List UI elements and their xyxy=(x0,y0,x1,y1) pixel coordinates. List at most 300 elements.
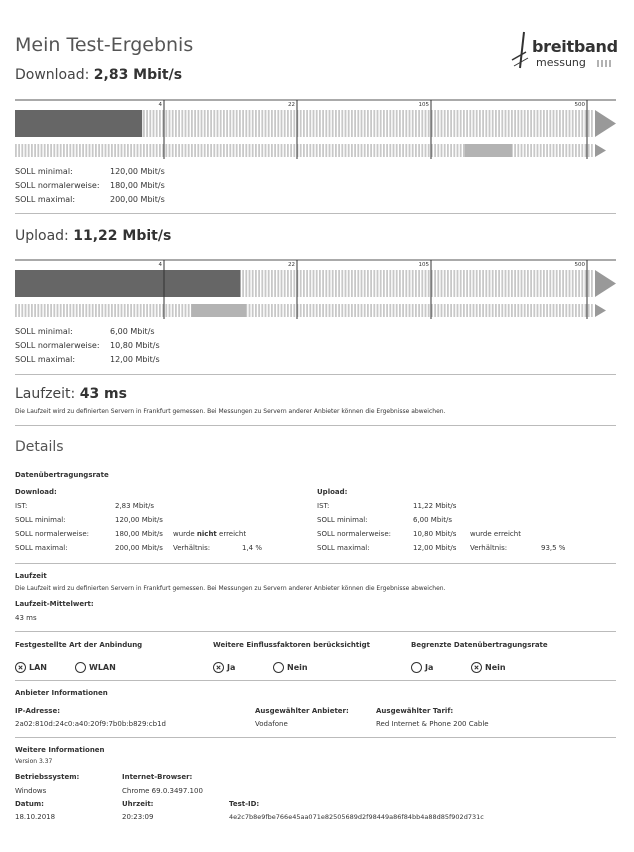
gauge-hatch xyxy=(540,144,542,157)
gauge-hatch xyxy=(425,110,427,137)
upload-title xyxy=(15,228,171,244)
gauge-hatch xyxy=(361,270,363,297)
gauge-hatch xyxy=(453,144,455,157)
gauge-hatch xyxy=(53,304,55,317)
gauge-hatch xyxy=(28,144,30,157)
latency-label: Laufzeit: xyxy=(15,386,80,402)
detail-upload-heading: Upload: xyxy=(317,488,348,496)
gauge-hatch xyxy=(137,304,139,317)
os-label: Betriebssystem: xyxy=(15,773,80,781)
gauge-hatch xyxy=(265,144,267,157)
gauge-hatch xyxy=(469,304,471,317)
gauge-hatch xyxy=(466,304,468,317)
testid-label: Test-ID: xyxy=(229,800,260,808)
gauge-hatch xyxy=(82,304,84,317)
detail-upload-normal-value: 10,80 Mbit/s xyxy=(413,530,457,538)
gauge-hatch xyxy=(450,110,452,137)
gauge-hatch xyxy=(399,270,401,297)
gauge-hatch xyxy=(479,110,481,137)
gauge-hatch xyxy=(508,270,510,297)
gauge-hatch xyxy=(277,144,279,157)
gauge-hatch xyxy=(105,304,107,317)
radio-label: Nein xyxy=(287,663,308,672)
gauge-hatch xyxy=(79,304,81,317)
download-soll-normal-label: SOLL normalerweise: xyxy=(15,181,100,190)
gauge-hatch xyxy=(169,304,171,317)
gauge-hatch xyxy=(485,270,487,297)
divider xyxy=(15,737,616,738)
gauge-hatch xyxy=(338,270,340,297)
gauge-hatch xyxy=(338,144,340,157)
gauge-hatch xyxy=(345,270,347,297)
gauge-hatch xyxy=(393,304,395,317)
gauge-hatch xyxy=(194,110,196,137)
gauge-hatch xyxy=(444,110,446,137)
gauge-hatch xyxy=(383,304,385,317)
gauge-hatch xyxy=(501,270,503,297)
gauge-hatch xyxy=(373,110,375,137)
gauge-hatch xyxy=(530,270,532,297)
gauge-hatch xyxy=(444,270,446,297)
gauge-hatch xyxy=(105,144,107,157)
gauge-hatch xyxy=(559,270,561,297)
gauge-hatch xyxy=(332,144,334,157)
gauge-hatch xyxy=(537,110,539,137)
gauge-hatch xyxy=(309,110,311,137)
gauge-hatch xyxy=(329,144,331,157)
gauge-hatch xyxy=(489,270,491,297)
gauge-hatch xyxy=(95,144,97,157)
gauge-hatch xyxy=(306,110,308,137)
gauge-hatch xyxy=(322,110,324,137)
detail-download-heading: Download: xyxy=(15,488,57,496)
gauge-hatch xyxy=(447,110,449,137)
gauge-hatch xyxy=(175,144,177,157)
gauge-hatch xyxy=(329,110,331,137)
detail-upload-max-label: SOLL maximal: xyxy=(317,544,370,552)
gauge-hatch xyxy=(588,144,590,157)
gauge-hatch xyxy=(159,110,161,137)
browser-label: Internet-Browser: xyxy=(122,773,193,781)
gauge-hatch xyxy=(114,144,116,157)
detail-download-ist-label: IST: xyxy=(15,502,28,510)
gauge-hatch xyxy=(98,144,100,157)
gauge-hatch xyxy=(207,144,209,157)
gauge-hatch xyxy=(428,110,430,137)
gauge-hatch xyxy=(409,270,411,297)
time-label: Uhrzeit: xyxy=(122,800,154,808)
gauge-soll-bar xyxy=(191,304,246,317)
gauge-hatch xyxy=(76,144,78,157)
status-emphasis: nicht xyxy=(196,530,217,538)
gauge-hatch xyxy=(418,110,420,137)
gauge-hatch xyxy=(565,270,567,297)
gauge-hatch xyxy=(197,144,199,157)
latency-title xyxy=(15,386,127,402)
gauge-hatch xyxy=(309,304,311,317)
gauge-hatch xyxy=(303,270,305,297)
gauge-hatch xyxy=(140,304,142,317)
gauge-hatch xyxy=(553,144,555,157)
divider xyxy=(15,425,616,426)
gauge-hatch xyxy=(229,110,231,137)
gauge-hatch xyxy=(553,110,555,137)
radio-label: WLAN xyxy=(89,663,116,672)
gauge-hatch xyxy=(357,110,359,137)
gauge-hatch xyxy=(143,304,145,317)
gauge-hatch xyxy=(457,304,459,317)
gauge-hatch xyxy=(287,304,289,317)
gauge-hatch xyxy=(265,110,267,137)
radio-checked-icon[interactable] xyxy=(15,662,26,673)
gauge-hatch xyxy=(514,270,516,297)
gauge-hatch xyxy=(370,270,372,297)
gauge-hatch xyxy=(271,304,273,317)
gauge-hatch xyxy=(50,304,52,317)
gauge-hatch xyxy=(220,110,222,137)
gauge-hatch xyxy=(514,110,516,137)
gauge-hatch xyxy=(578,270,580,297)
gauge-hatch xyxy=(562,270,564,297)
upload-soll-normal-label: SOLL normalerweise: xyxy=(15,341,100,350)
gauge-hatch xyxy=(399,304,401,317)
gauge-hatch xyxy=(101,304,103,317)
gauge-hatch xyxy=(373,270,375,297)
gauge-hatch xyxy=(149,304,151,317)
gauge-hatch xyxy=(441,270,443,297)
provider-label: Ausgewählter Anbieter: xyxy=(255,707,349,715)
gauge-hatch xyxy=(239,144,241,157)
gauge-hatch xyxy=(188,110,190,137)
gauge-hatch xyxy=(223,110,225,137)
gauge-hatch xyxy=(460,110,462,137)
gauge-hatch xyxy=(335,270,337,297)
gauge-hatch xyxy=(386,270,388,297)
gauge-hatch xyxy=(271,144,273,157)
gauge-hatch xyxy=(521,270,523,297)
gauge-hatch xyxy=(569,304,571,317)
gauge-hatch xyxy=(357,270,359,297)
gauge-hatch xyxy=(204,144,206,157)
gauge-tick-label: 105 xyxy=(418,102,429,108)
gauge-hatch xyxy=(57,304,59,317)
limited-option-nein[interactable] xyxy=(471,657,506,676)
gauge-hatch xyxy=(268,144,270,157)
gauge-hatch xyxy=(588,110,590,137)
gauge-hatch xyxy=(207,110,209,137)
gauge-hatch xyxy=(543,110,545,137)
gauge-hatch xyxy=(543,144,545,157)
gauge-hatch xyxy=(364,144,366,157)
gauge-hatch xyxy=(188,304,190,317)
gauge-hatch xyxy=(236,110,238,137)
gauge-hatch xyxy=(585,144,587,157)
logo-text-top: breitband xyxy=(532,37,618,56)
gauge-hatch xyxy=(313,270,315,297)
connection-option-lan[interactable] xyxy=(15,657,47,676)
gauge-hatch xyxy=(69,304,71,317)
gauge-hatch xyxy=(319,144,321,157)
gauge-hatch xyxy=(47,144,49,157)
gauge-hatch xyxy=(313,144,315,157)
gauge-hatch xyxy=(178,304,180,317)
gauge-hatch xyxy=(540,304,542,317)
gauge-hatch xyxy=(533,270,535,297)
gauge-hatch xyxy=(450,270,452,297)
gauge-hatch xyxy=(277,110,279,137)
radio-unchecked-icon[interactable] xyxy=(75,662,86,673)
radio-label: Ja xyxy=(425,663,434,672)
gauge-hatch xyxy=(441,110,443,137)
divider xyxy=(15,213,616,214)
gauge-hatch xyxy=(556,270,558,297)
detail-upload-min-value: 6,00 Mbit/s xyxy=(413,516,452,524)
gauge-hatch xyxy=(373,304,375,317)
ip-label: IP-Adresse: xyxy=(15,707,61,715)
connection-option-wlan[interactable] xyxy=(75,657,116,676)
gauge-hatch xyxy=(341,270,343,297)
gauge-hatch xyxy=(562,144,564,157)
gauge-hatch xyxy=(332,304,334,317)
gauge-hatch xyxy=(402,270,404,297)
gauge-hatch xyxy=(437,144,439,157)
radio-unchecked-icon[interactable] xyxy=(411,662,422,673)
gauge-hatch xyxy=(143,144,145,157)
gauge-ist-bar xyxy=(15,110,142,137)
gauge-hatch xyxy=(370,144,372,157)
gauge-hatch xyxy=(389,144,391,157)
gauge-hatch xyxy=(466,270,468,297)
gauge-hatch xyxy=(354,110,356,137)
gauge-hatch xyxy=(114,304,116,317)
gauge-hatch xyxy=(169,144,171,157)
gauge-hatch xyxy=(521,110,523,137)
gauge-hatch xyxy=(412,270,414,297)
gauge-hatch xyxy=(546,304,548,317)
gauge-hatch xyxy=(63,304,65,317)
gauge-hatch xyxy=(514,144,516,157)
gauge-hatch xyxy=(469,110,471,137)
gauge-hatch xyxy=(111,304,113,317)
gauge-hatch xyxy=(185,110,187,137)
gauge-hatch xyxy=(258,110,260,137)
gauge-hatch xyxy=(175,304,177,317)
gauge-hatch xyxy=(268,304,270,317)
gauge-hatch xyxy=(511,270,513,297)
gauge-hatch xyxy=(303,110,305,137)
gauge-hatch xyxy=(588,304,590,317)
gauge-hatch xyxy=(517,270,519,297)
gauge-hatch xyxy=(377,110,379,137)
gauge-hatch xyxy=(316,270,318,297)
gauge-arrow-icon xyxy=(595,110,616,137)
factors-option-ja[interactable] xyxy=(213,657,235,676)
gauge-hatch xyxy=(498,110,500,137)
gauge-hatch xyxy=(405,110,407,137)
gauge-hatch xyxy=(124,304,126,317)
gauge-hatch xyxy=(44,304,46,317)
gauge-hatch xyxy=(201,144,203,157)
gauge-hatch xyxy=(233,110,235,137)
gauge-hatch xyxy=(533,110,535,137)
gauge-hatch xyxy=(409,144,411,157)
gauge-hatch xyxy=(437,304,439,317)
gauge-hatch xyxy=(409,110,411,137)
gauge-hatch xyxy=(437,110,439,137)
gauge-hatch xyxy=(229,144,231,157)
gauge-tick-label: 4 xyxy=(158,262,162,268)
gauge-hatch xyxy=(188,144,190,157)
gauge-hatch xyxy=(31,304,33,317)
gauge-hatch xyxy=(338,304,340,317)
gauge-hatch xyxy=(581,110,583,137)
gauge-hatch xyxy=(255,110,257,137)
upload-soll-normal-value: 10,80 Mbit/s xyxy=(110,341,160,350)
gauge-hatch xyxy=(252,270,254,297)
gauge-hatch xyxy=(175,110,177,137)
gauge-hatch xyxy=(239,110,241,137)
gauge-hatch xyxy=(537,304,539,317)
gauge-hatch xyxy=(293,270,295,297)
gauge-hatch xyxy=(274,304,276,317)
limited-option-ja[interactable] xyxy=(411,657,433,676)
gauge-hatch xyxy=(418,270,420,297)
gauge-hatch xyxy=(402,304,404,317)
radio-checked-icon[interactable] xyxy=(471,662,482,673)
gauge-hatch xyxy=(98,304,100,317)
gauge-hatch xyxy=(485,110,487,137)
gauge-hatch xyxy=(127,304,129,317)
gauge-hatch xyxy=(457,270,459,297)
gauge-hatch xyxy=(396,270,398,297)
gauge-hatch xyxy=(306,270,308,297)
gauge-hatch xyxy=(556,304,558,317)
gauge-hatch xyxy=(492,110,494,137)
detail-download-max-value: 200,00 Mbit/s xyxy=(115,544,163,552)
gauge-hatch xyxy=(108,144,110,157)
radio-checked-icon[interactable] xyxy=(213,662,224,673)
gauge-hatch xyxy=(287,110,289,137)
gauge-hatch xyxy=(495,110,497,137)
gauge-hatch xyxy=(265,304,267,317)
gauge-hatch xyxy=(537,144,539,157)
upload-value: 11,22 Mbit/s xyxy=(73,228,172,244)
gauge-hatch xyxy=(300,110,302,137)
gauge-hatch xyxy=(21,304,23,317)
gauge-hatch xyxy=(15,144,17,157)
gauge-hatch xyxy=(527,270,529,297)
gauge-hatch xyxy=(559,144,561,157)
gauge-hatch xyxy=(386,304,388,317)
gauge-hatch xyxy=(501,110,503,137)
gauge-hatch xyxy=(332,270,334,297)
gauge-hatch xyxy=(498,304,500,317)
gauge-hatch xyxy=(463,110,465,137)
gauge-hatch xyxy=(434,304,436,317)
gauge-hatch xyxy=(585,304,587,317)
gauge-hatch xyxy=(63,144,65,157)
gauge-hatch xyxy=(473,110,475,137)
gauge-hatch xyxy=(159,304,161,317)
download-label: Download: xyxy=(15,67,94,83)
latency-note: Die Laufzeit wird zu definierten Servern in Frankfurt gemessen. Bei Messungen zu Servern anderer Anbieter können die Ergebnisse abweichen. xyxy=(15,408,446,415)
gauge-hatch xyxy=(569,110,571,137)
gauge-hatch xyxy=(41,304,43,317)
gauge-hatch xyxy=(348,110,350,137)
gauge-hatch xyxy=(399,144,401,157)
gauge-hatch xyxy=(258,144,260,157)
gauge-hatch xyxy=(575,110,577,137)
gauge-hatch xyxy=(466,110,468,137)
gauge-hatch xyxy=(79,144,81,157)
browser-value: Chrome 69.0.3497.100 xyxy=(122,787,203,795)
gauge-hatch xyxy=(380,110,382,137)
upload-soll-max-value: 12,00 Mbit/s xyxy=(110,355,160,364)
detail-download-min-value: 120,00 Mbit/s xyxy=(115,516,163,524)
detail-upload-ratio-value: 93,5 % xyxy=(541,544,566,552)
gauge-hatch xyxy=(412,110,414,137)
gauge-hatch xyxy=(21,144,23,157)
gauge-hatch xyxy=(530,144,532,157)
radio-unchecked-icon[interactable] xyxy=(273,662,284,673)
download-title xyxy=(15,67,182,83)
factors-option-nein[interactable] xyxy=(273,657,308,676)
gauge-hatch xyxy=(546,110,548,137)
gauge-hatch xyxy=(153,304,155,317)
gauge-hatch xyxy=(549,144,551,157)
gauge-hatch xyxy=(220,144,222,157)
gauge-hatch xyxy=(156,304,158,317)
gauge-hatch xyxy=(453,270,455,297)
gauge-hatch xyxy=(495,304,497,317)
gauge-hatch xyxy=(428,270,430,297)
gauge-hatch xyxy=(348,304,350,317)
gauge-arrow-icon xyxy=(595,144,606,157)
gauge-hatch xyxy=(137,144,139,157)
gauge-hatch xyxy=(37,144,39,157)
gauge-hatch xyxy=(341,110,343,137)
gauge-hatch xyxy=(101,144,103,157)
gauge-hatch xyxy=(130,144,132,157)
latency-detail-heading: Laufzeit xyxy=(15,572,47,580)
gauge-hatch xyxy=(453,304,455,317)
gauge-hatch xyxy=(325,144,327,157)
gauge-hatch xyxy=(476,270,478,297)
gauge-hatch xyxy=(25,304,27,317)
detail-upload-ist-value: 11,22 Mbit/s xyxy=(413,502,457,510)
gauge-hatch xyxy=(364,270,366,297)
gauge-hatch xyxy=(463,144,465,157)
detail-upload-ratio-label: Verhältnis: xyxy=(470,544,508,552)
gauge-hatch xyxy=(409,304,411,317)
gauge-hatch xyxy=(185,304,187,317)
upload-gauge xyxy=(15,257,616,322)
gauge-hatch xyxy=(316,110,318,137)
gauge-hatch xyxy=(133,144,135,157)
gauge-hatch xyxy=(367,110,369,137)
gauge-hatch xyxy=(290,304,292,317)
gauge-hatch xyxy=(591,110,593,137)
latency-avg-label: Laufzeit-Mittelwert: xyxy=(15,600,94,608)
gauge-hatch xyxy=(181,304,183,317)
gauge-hatch xyxy=(178,110,180,137)
gauge-hatch xyxy=(66,304,68,317)
gauge-hatch xyxy=(393,270,395,297)
gauge-hatch xyxy=(82,144,84,157)
gauge-hatch xyxy=(95,304,97,317)
gauge-hatch xyxy=(204,110,206,137)
gauge-hatch xyxy=(124,144,126,157)
